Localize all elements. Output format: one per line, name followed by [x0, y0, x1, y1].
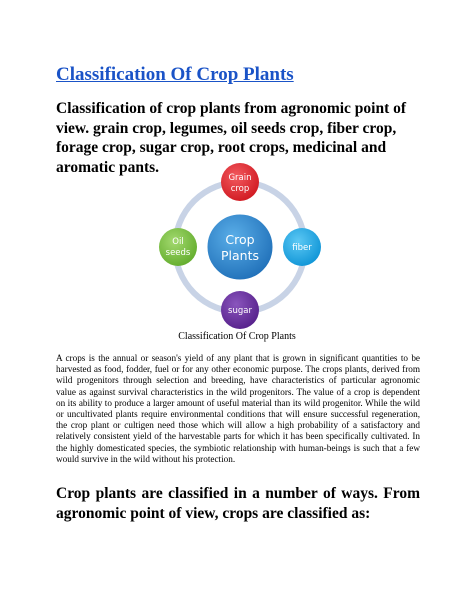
- sugar-label: sugar: [228, 306, 252, 316]
- center-node: [207, 214, 273, 280]
- subheading: Classification of crop plants from agronomic point of view. grain crop, legumes, oil seeds crop, fiber crop, forage crop, sugar crop, root crops, medicinal and aromatic pants.: [56, 100, 407, 176]
- node-fiber: [283, 228, 321, 266]
- center-label-line1: Crop: [225, 232, 255, 247]
- fiber-label: fiber: [292, 243, 312, 253]
- oil-seeds-label-line1: Oil: [172, 237, 184, 247]
- oil-seeds-label-line2: seeds: [165, 248, 191, 258]
- grain-crop-label-line2: crop: [230, 184, 250, 194]
- node-sugar: [221, 291, 259, 329]
- grain-crop-label-line1: Grain: [228, 173, 252, 183]
- node-grain-crop: [221, 163, 259, 201]
- crop-classification-diagram: [150, 162, 330, 332]
- page-title[interactable]: Classification Of Crop Plants: [56, 64, 294, 85]
- body-paragraph: A crops is the annual or season's yield of any plant that is grown in significant quantities to be harvested as food, fodder, fuel or for any other economic purpose. The crops plants, derived from wild progenitors through selection and breeding, have characteristics of particular agronomic value as against survival characteristics in the wild progenitors. The value of a crop is dependent on its ability to produce a larger amount of useful material than its wild progenitor. While the wild or uncultivated plants require environmental conditions that will ensure successful regeneration, the crop plant or cultigen need those which will allow a high probability of a satisfactory and relatively consistent yield of the harvestable parts for which it has been specifically cultivated. In the highly domesticated species, the symbiotic relationship with human-beings is such that a few would survive in the wild without his protection.: [56, 353, 420, 464]
- figure-caption: Classification Of Crop Plants: [178, 331, 296, 342]
- closing-heading: Crop plants are classified in a number of ways. From agronomic point of view, crops are classified as:: [56, 485, 420, 522]
- node-oil-seeds: [159, 228, 197, 266]
- center-label-line2: Plants: [220, 248, 260, 263]
